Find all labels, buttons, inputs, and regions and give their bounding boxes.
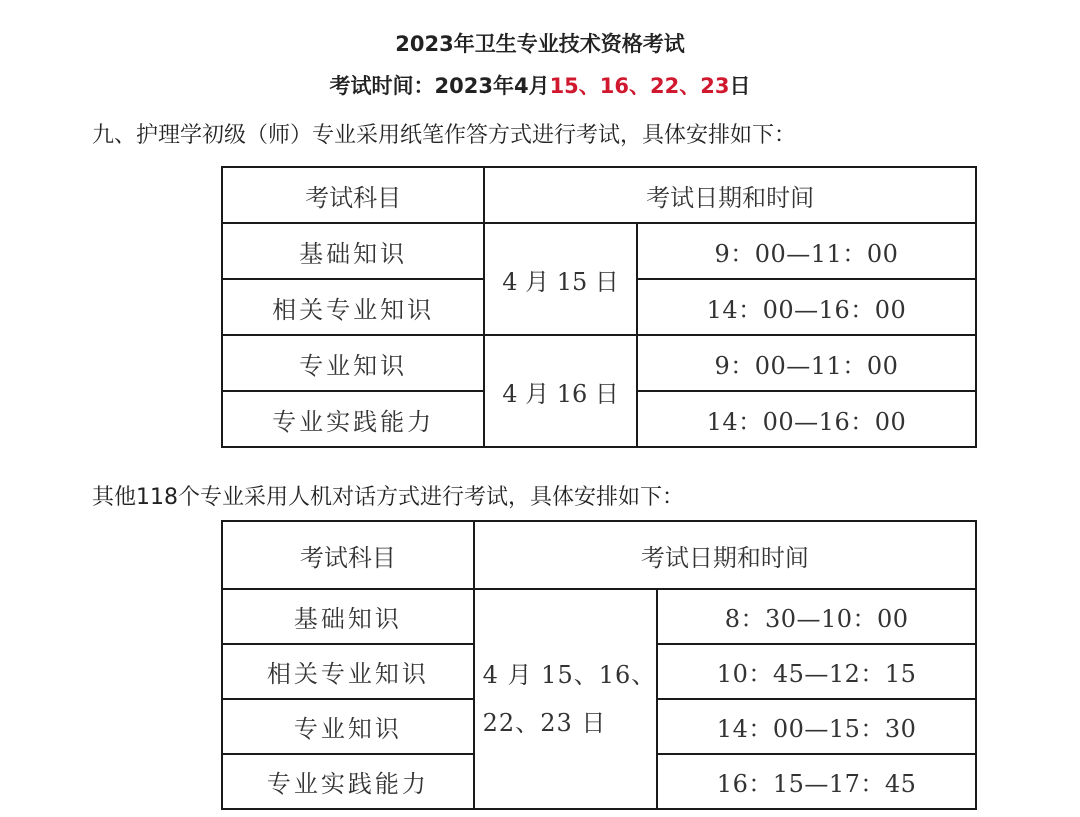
time-cell: 10：45—12：15 — [657, 644, 976, 699]
time-cell: 14：00—16：00 — [637, 391, 976, 447]
exam-time-line — [0, 70, 1080, 100]
date-separator: 、 — [578, 74, 600, 98]
subject-cell: 相关专业知识 — [222, 644, 474, 699]
table-header-row — [222, 167, 976, 223]
subject-cell: 专业实践能力 — [222, 391, 484, 447]
exam-time-prefix: 考试时间：2023年4月 — [329, 74, 550, 98]
time-cell: 14：00—15：30 — [657, 699, 976, 754]
subject-cell: 基础知识 — [222, 589, 474, 644]
time-cell: 14：00—16：00 — [637, 279, 976, 335]
date-separator: 、 — [679, 74, 701, 98]
time-cell: 9：00—11：00 — [637, 223, 976, 279]
date-line-1: 4 月 15、16、 — [482, 661, 657, 689]
subject-cell: 专业知识 — [222, 699, 474, 754]
header-datetime: 考试日期和时间 — [484, 167, 976, 223]
computer-exam-schedule-table — [221, 520, 977, 810]
table-header-row — [222, 521, 976, 589]
table-row — [222, 335, 976, 391]
document-title: 2023年卫生专业技术资格考试 — [395, 32, 685, 56]
exam-date-15: 15 — [549, 74, 579, 98]
date-cell: 4 月 16 日 — [484, 335, 637, 447]
section1-intro: 九、护理学初级（师）专业采用纸笔作答方式进行考试，具体安排如下： — [92, 123, 797, 148]
exam-time-suffix: 日 — [729, 74, 751, 98]
subject-cell: 基础知识 — [222, 223, 484, 279]
exam-date-22: 22 — [650, 74, 680, 98]
subject-cell: 专业知识 — [222, 335, 484, 391]
subject-cell: 相关专业知识 — [222, 279, 484, 335]
header-subject: 考试科目 — [222, 167, 484, 223]
section2-intro: 其他118个专业采用人机对话方式进行考试，具体安排如下： — [92, 485, 684, 510]
date-cell: 4 月 15 日 — [484, 223, 637, 335]
header-subject: 考试科目 — [222, 521, 474, 589]
nursing-exam-schedule-table — [221, 166, 977, 448]
table-row — [222, 223, 976, 279]
date-cell — [474, 589, 658, 809]
time-cell: 16：15—17：45 — [657, 754, 976, 809]
exam-date-23: 23 — [700, 74, 730, 98]
time-cell: 9：00—11：00 — [637, 335, 976, 391]
header-datetime: 考试日期和时间 — [474, 521, 976, 589]
exam-date-16: 16 — [599, 74, 630, 98]
subject-cell: 专业实践能力 — [222, 754, 474, 809]
table-row — [222, 589, 976, 644]
date-separator: 、 — [629, 74, 651, 98]
date-line-2: 22、23 日 — [482, 709, 607, 737]
time-cell: 8：30—10：00 — [657, 589, 976, 644]
